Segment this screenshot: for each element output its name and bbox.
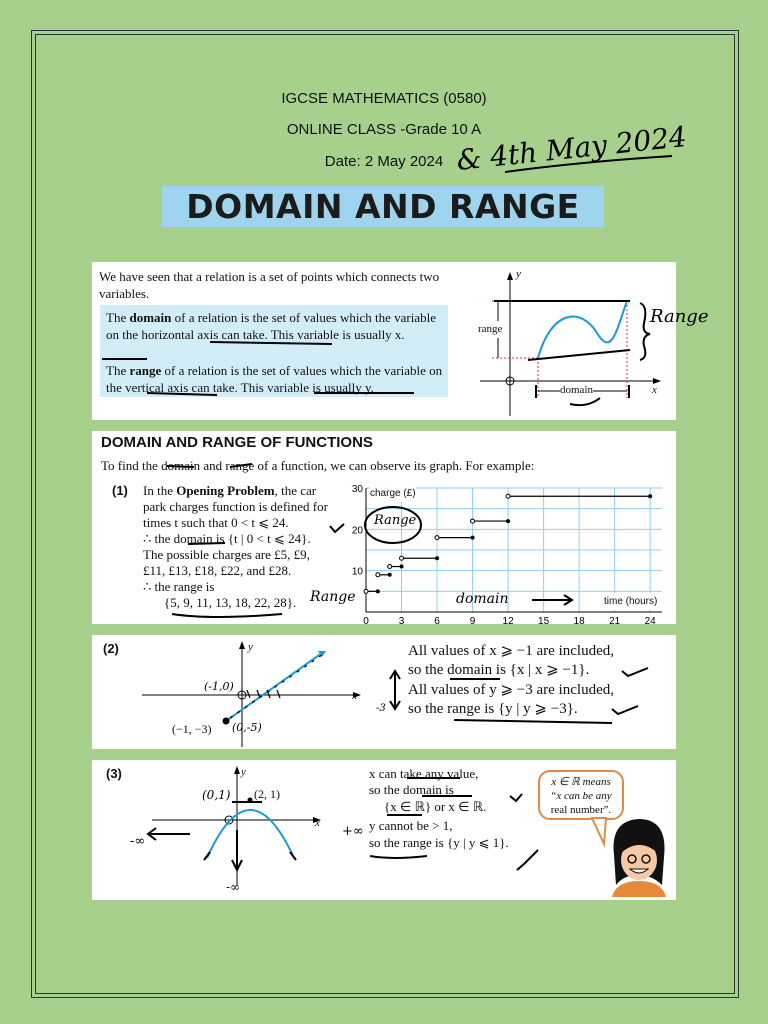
y-tick-label: 30 bbox=[351, 484, 363, 495]
step-closed-point bbox=[648, 494, 652, 498]
step-open-point bbox=[388, 565, 392, 569]
banner-title: DOMAIN AND RANGE bbox=[186, 187, 580, 226]
ex1-line5: The possible charges are £5, £9, bbox=[143, 547, 310, 562]
speech-bubble bbox=[538, 770, 624, 820]
cartoon-girl-icon bbox=[602, 815, 674, 897]
step-closed-point bbox=[471, 536, 475, 540]
ex2-line1: All values of x ⩾ −1 are included, bbox=[408, 643, 614, 659]
ex2-hand-minus3: -3 bbox=[376, 703, 386, 714]
domain-arrow bbox=[530, 592, 580, 608]
ex2-number: (2) bbox=[103, 641, 119, 656]
ex1-line1-pre: In the bbox=[143, 483, 177, 498]
step-open-point bbox=[471, 519, 475, 523]
step-closed-point bbox=[388, 573, 392, 577]
ex3-number: (3) bbox=[106, 766, 122, 781]
x-tick-label: 12 bbox=[502, 616, 514, 627]
ex2-line4: so the range is {y | y ⩾ −3}. bbox=[408, 701, 578, 717]
x-tick-label: 21 bbox=[609, 616, 621, 627]
domain-def-pre: The bbox=[106, 310, 130, 325]
ex3-vertex-label: (2, 1) bbox=[254, 787, 280, 801]
bubble-line2: “x can be any bbox=[550, 790, 612, 802]
ex3-line2: so the domain is bbox=[369, 782, 454, 797]
chart-y-title: charge (£) bbox=[370, 485, 416, 502]
x-tick-label: 15 bbox=[538, 616, 550, 627]
step-closed-point bbox=[506, 519, 510, 523]
ex2-line2: so the domain is {x | x ⩾ −1}. bbox=[408, 662, 590, 678]
ex2-line3: All values of y ⩾ −3 are included, bbox=[408, 682, 614, 698]
hand-range-annotation: Range bbox=[650, 306, 709, 327]
ex2-axis-x: x bbox=[352, 690, 357, 702]
step-open-point bbox=[400, 556, 404, 560]
chart-hand-range: Range bbox=[374, 513, 417, 528]
ex2-point-label: (−1, −3) bbox=[172, 722, 212, 736]
x-tick-label: 6 bbox=[434, 616, 440, 627]
ex1-line6: £11, £13, £18, £22, and £28. bbox=[143, 563, 292, 578]
ex3-axis-y: y bbox=[241, 766, 246, 778]
ex3-line4: y cannot be > 1, bbox=[369, 818, 453, 833]
ex2-hand-point2: (0,-5) bbox=[232, 721, 262, 734]
ex2-hand-point1: (-1,0) bbox=[204, 680, 234, 693]
intro-graph-x-label: x bbox=[652, 384, 657, 396]
ex1-line4: ∴ the domain is {t | 0 < t ⩽ 24}. bbox=[143, 531, 311, 546]
intro-graph-y-label: y bbox=[516, 268, 521, 280]
ex3-axis-x: x bbox=[315, 817, 320, 829]
range-def-post: of a relation is the set of values which the variable on the vertical axis can take. This variable is usually y. bbox=[106, 363, 443, 395]
ex3-line1: x can take any value, bbox=[369, 766, 479, 781]
intro-panel bbox=[92, 262, 676, 420]
ex1-line2: park charges function is defined for bbox=[143, 499, 328, 514]
ex2-annotations bbox=[92, 635, 676, 749]
domain-def-post: of a relation is the set of values which the variable on the horizontal axis can take. This variable is usually x. bbox=[106, 310, 436, 342]
ex1-number: (1) bbox=[112, 483, 128, 498]
ex1-line1-bold: Opening Problem bbox=[176, 483, 275, 498]
functions-lead: To find the domain and range of a function, we can observe its graph. For example: bbox=[101, 458, 535, 473]
ex1-line1-post: , the car bbox=[274, 483, 317, 498]
x-tick-label: 3 bbox=[398, 616, 405, 627]
course-title: IGCSE MATHEMATICS (0580) bbox=[281, 90, 487, 107]
range-def-bold: range bbox=[129, 363, 162, 378]
ex2-axis-y: y bbox=[248, 641, 253, 653]
step-closed-point bbox=[376, 589, 380, 593]
ex1-line3: times t such that 0 < t ⩽ 24. bbox=[143, 515, 289, 530]
step-open-point bbox=[506, 494, 510, 498]
x-tick-label: 0 bbox=[363, 616, 369, 627]
ex3-hand-neg-inf: -∞ bbox=[130, 834, 146, 849]
chart-x-title: time (hours) bbox=[604, 593, 657, 610]
intro-graph-range-label: range bbox=[478, 321, 502, 338]
range-def-pre: The bbox=[106, 363, 130, 378]
chart-hand-domain: domain bbox=[456, 591, 509, 607]
date-label: Date: 2 May 2024 bbox=[324, 153, 444, 170]
example2-panel bbox=[92, 635, 676, 749]
ex3-hand-point: (0,1) bbox=[202, 788, 231, 802]
x-tick-label: 18 bbox=[573, 616, 585, 627]
ex3-hand-pos-inf: +∞ bbox=[342, 824, 364, 839]
ex1-hand-range: Range bbox=[310, 589, 356, 605]
title-banner bbox=[162, 186, 604, 227]
ex3-line5: so the range is {y | y ⩽ 1}. bbox=[369, 835, 509, 850]
step-closed-point bbox=[400, 565, 404, 569]
bubble-line1: x ∈ ℝ means bbox=[551, 776, 611, 788]
class-title: ONLINE CLASS -Grade 10 A bbox=[286, 121, 482, 138]
step-closed-point bbox=[435, 556, 439, 560]
step-open-point bbox=[376, 573, 380, 577]
x-tick-label: 24 bbox=[644, 616, 656, 627]
ex3-hand-down-inf: -∞ bbox=[226, 880, 241, 894]
step-open-point bbox=[435, 536, 439, 540]
intro-text: We have seen that a relation is a set of points which connects two variables. bbox=[99, 269, 440, 301]
ex1-line8: {5, 9, 11, 13, 18, 22, 28}. bbox=[164, 595, 297, 610]
handwritten-underline bbox=[500, 150, 680, 180]
handwritten-date: & 4th May 2024 bbox=[454, 120, 689, 177]
step-open-point bbox=[364, 589, 368, 593]
ex1-line7: ∴ the range is bbox=[143, 579, 215, 594]
ex3-line3: {x ∈ ℝ} or x ∈ ℝ. bbox=[384, 799, 487, 814]
y-tick-label: 10 bbox=[351, 566, 363, 578]
domain-def-bold: domain bbox=[129, 310, 172, 325]
bubble-line3: real number”. bbox=[550, 804, 612, 816]
functions-heading: DOMAIN AND RANGE OF FUNCTIONS bbox=[101, 434, 373, 451]
x-tick-label: 9 bbox=[469, 616, 476, 627]
intro-graph-domain-label: domain bbox=[560, 382, 593, 399]
y-tick-label: 20 bbox=[351, 525, 363, 537]
